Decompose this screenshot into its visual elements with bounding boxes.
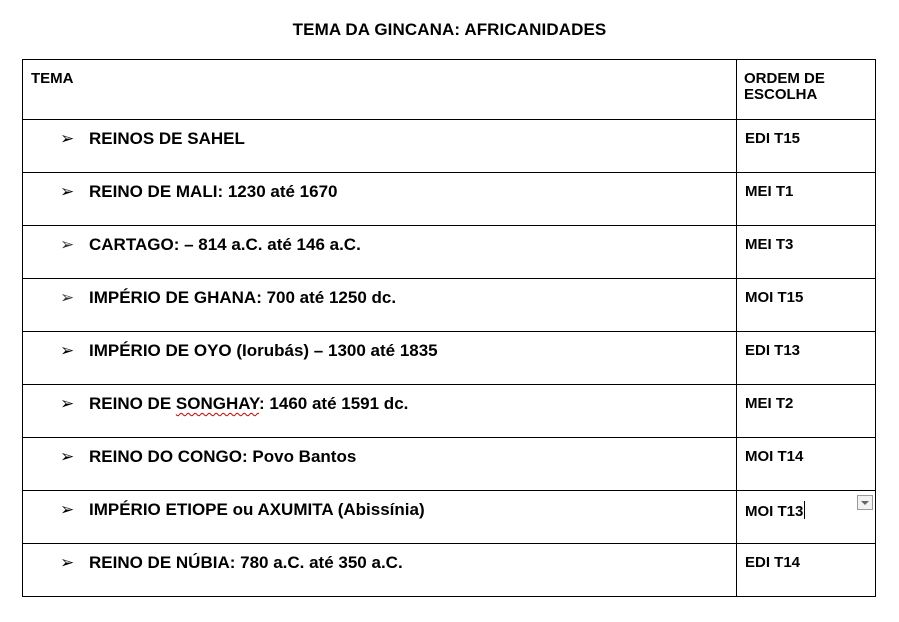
topic-detail: : 1230 até 1670 <box>217 182 338 201</box>
table-row <box>23 385 876 438</box>
table-row <box>23 544 876 597</box>
table-row <box>23 173 876 226</box>
tema-cell[interactable] <box>23 385 737 438</box>
topic-name: IMPÉRIO DE OYO <box>89 341 232 360</box>
header-ordem-line2: ESCOLHA <box>744 86 818 103</box>
tema-cell[interactable] <box>23 120 737 173</box>
table-row <box>23 120 876 173</box>
document-title: TEMA DA GINCANA: AFRICANIDADES <box>292 20 607 39</box>
tema-cell[interactable] <box>23 491 737 544</box>
ordem-cell[interactable] <box>737 226 876 279</box>
topic-name: IMPÉRIO ETIOPE <box>89 500 228 519</box>
ordem-cell[interactable] <box>737 173 876 226</box>
topic-detail: (Iorubás) – 1300 até 1835 <box>231 341 438 360</box>
order-value: MEI T2 <box>745 395 794 412</box>
spellcheck-flagged-word[interactable]: SONGHAY <box>175 394 260 413</box>
order-value: MEI T3 <box>745 236 794 253</box>
topic-name: CARTAGO <box>89 235 174 254</box>
ordem-cell[interactable] <box>737 385 876 438</box>
topic-name: REINO DE MALI <box>89 182 218 201</box>
arrow-bullet-icon: ➢ <box>60 235 75 254</box>
arrow-bullet-icon: ➢ <box>60 341 75 360</box>
topic-name: IMPÉRIO DE GHANA <box>89 288 257 307</box>
arrow-bullet-icon: ➢ <box>60 394 75 413</box>
table-row <box>23 226 876 279</box>
topic-name: REINOS DE SAHEL <box>89 129 245 148</box>
ordem-cell[interactable] <box>737 120 876 173</box>
arrow-bullet-icon: ➢ <box>60 288 75 307</box>
arrow-bullet-icon: ➢ <box>60 182 75 201</box>
arrow-bullet-icon: ➢ <box>60 500 75 519</box>
header-ordem-line1: ORDEM DE <box>744 70 825 87</box>
table-row <box>23 438 876 491</box>
ordem-cell[interactable] <box>737 332 876 385</box>
tema-cell[interactable] <box>23 332 737 385</box>
table-row <box>23 332 876 385</box>
table-row <box>23 279 876 332</box>
tema-cell[interactable] <box>23 279 737 332</box>
ordem-cell-active[interactable] <box>737 491 876 544</box>
theme-table <box>22 59 876 597</box>
ordem-cell[interactable] <box>737 544 876 597</box>
topic-detail: ou AXUMITA (Abissínia) <box>227 500 425 519</box>
topic-name: REINO DE NÚBIA <box>89 553 230 572</box>
arrow-bullet-icon: ➢ <box>60 553 75 572</box>
order-value: EDI T15 <box>745 130 801 147</box>
topic-name-prefix: REINO DE <box>89 394 176 413</box>
order-value: EDI T14 <box>745 554 801 571</box>
order-value: EDI T13 <box>745 342 801 359</box>
tema-cell[interactable] <box>23 438 737 491</box>
order-value: MOI T14 <box>745 448 804 465</box>
ordem-cell[interactable] <box>737 438 876 491</box>
topic-detail: : Povo Bantos <box>242 447 357 466</box>
arrow-bullet-icon: ➢ <box>60 447 75 466</box>
arrow-bullet-icon: ➢ <box>60 129 75 148</box>
topic-detail: : 780 a.C. até 350 a.C. <box>229 553 403 572</box>
topic-detail: : 700 até 1250 dc. <box>256 288 397 307</box>
topic-name: REINO DO CONGO <box>89 447 243 466</box>
topic-detail: : 1460 até 1591 dc. <box>259 394 409 413</box>
topic-detail: : – 814 a.C. até 146 a.C. <box>173 235 361 254</box>
ordem-cell[interactable] <box>737 279 876 332</box>
text-cursor <box>804 501 805 519</box>
table-header-row <box>23 60 876 120</box>
tema-cell[interactable] <box>23 173 737 226</box>
order-value-editing[interactable] <box>737 491 875 521</box>
order-value: MEI T1 <box>745 183 794 200</box>
header-ordem-cell[interactable] <box>737 60 876 120</box>
header-ordem-label <box>737 60 875 103</box>
tema-cell[interactable] <box>23 544 737 597</box>
order-value: MOI T15 <box>745 289 804 306</box>
order-value: MOI T13 <box>745 503 804 520</box>
header-tema-cell[interactable] <box>23 60 737 120</box>
header-tema-label: TEMA <box>31 70 74 87</box>
dropdown-arrow-icon[interactable] <box>857 495 873 510</box>
table-row <box>23 491 876 544</box>
tema-cell[interactable] <box>23 226 737 279</box>
